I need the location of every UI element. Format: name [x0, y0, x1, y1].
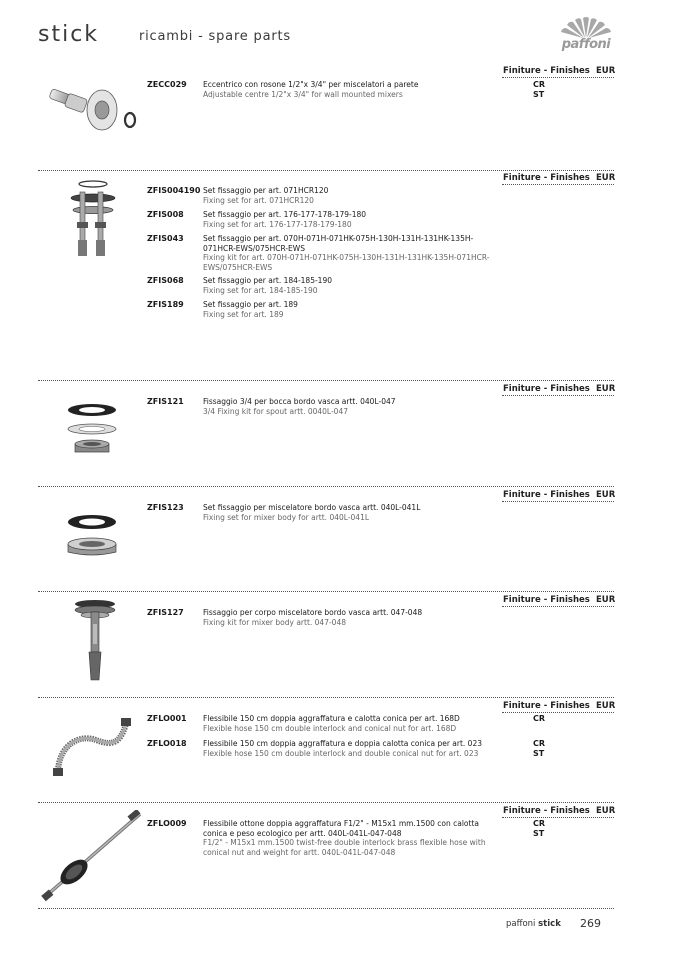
finish-cr: CR — [533, 739, 546, 748]
description-en: Fixing set for mixer body for artt. 040L-041L — [203, 512, 370, 522]
section-divider — [38, 486, 614, 487]
finishes-list — [533, 80, 545, 99]
spout-fixing-kit-image — [62, 400, 122, 460]
footer-brand-name: paffoni — [506, 919, 536, 929]
product-description — [203, 186, 495, 205]
finishes-header: Finiture - Finishes — [503, 806, 590, 816]
section-divider — [38, 170, 614, 171]
description-en: 3/4 Fixing kit for spout artt. 0040L-047 — [203, 406, 348, 416]
currency-header: EUR — [596, 66, 616, 76]
page-title: stick — [38, 22, 100, 47]
product-code: ZFIS043 — [147, 234, 184, 243]
product-code: ZFIS068 — [147, 276, 184, 285]
product-description — [203, 739, 495, 758]
product-description — [203, 503, 495, 522]
section-divider — [38, 908, 614, 909]
product-code: ZFLO009 — [147, 819, 187, 828]
product-code: ZFIS189 — [147, 300, 184, 309]
finishes-list — [533, 739, 545, 758]
description-it: Set fissaggio per art. 071HCR120 — [203, 186, 329, 195]
currency-header: EUR — [596, 490, 616, 500]
product-description — [203, 300, 495, 319]
brass-hose-with-weight-image — [40, 810, 144, 902]
currency-header: EUR — [596, 595, 616, 605]
currency-header: EUR — [596, 384, 616, 394]
finish-cr: CR — [533, 80, 546, 89]
product-code: ZFIS127 — [147, 608, 184, 617]
finishes-list — [533, 714, 545, 724]
description-it: Flessibile 150 cm doppia aggraffatura e calotta conica per art. 168D — [203, 714, 460, 723]
product-code: ZFLO018 — [147, 739, 187, 748]
description-it: Set fissaggio per art. 070H-071H-071HK-075H-130H-131H-131HK-135H-071HCR-EWS/075HCR-EWS — [203, 234, 474, 253]
fixing-set-image — [66, 178, 120, 260]
finish-cr: CR — [533, 819, 546, 828]
header-rule — [502, 712, 614, 713]
header-rule — [502, 606, 614, 607]
product-code: ZFIS123 — [147, 503, 184, 512]
product-description — [203, 234, 495, 272]
header-rule — [502, 395, 614, 396]
product-description — [203, 819, 495, 857]
product-description — [203, 397, 495, 416]
finishes-header: Finiture - Finishes — [503, 490, 590, 500]
header-rule — [502, 817, 614, 818]
description-en: Flexible hose 150 cm double interlock and conical nut for art. 168D — [203, 723, 457, 733]
product-description — [203, 80, 495, 99]
page-number: 269 — [580, 917, 601, 930]
currency-header: EUR — [596, 701, 616, 711]
description-it: Fissaggio 3/4 per bocca bordo vasca artt. 040L-047 — [203, 397, 396, 406]
section-divider — [38, 380, 614, 381]
eccentric-rosette-image — [44, 80, 140, 140]
description-it: Set fissaggio per miscelatore bordo vasca artt. 040L-041L — [203, 503, 421, 512]
description-it: Set fissaggio per art. 176-177-178-179-180 — [203, 210, 367, 219]
footer-collection: stick — [538, 919, 561, 929]
currency-header: EUR — [596, 173, 616, 183]
description-en: Fixing set for art. 189 — [203, 309, 284, 319]
product-description — [203, 608, 495, 627]
description-it: Flessibile ottone doppia aggraffatura F1/2" - M15x1 mm.1500 con calotta conica e peso ecologico per artt. 040L-041L-047-048 — [203, 819, 480, 838]
product-code: ZECC029 — [147, 80, 187, 89]
finishes-list — [533, 819, 545, 838]
product-description — [203, 210, 495, 229]
finish-cr: CR — [533, 714, 546, 723]
header-rule — [502, 184, 614, 185]
product-code: ZFLO001 — [147, 714, 187, 723]
finish-st: ST — [533, 828, 545, 838]
finish-st: ST — [533, 89, 545, 99]
description-it: Set fissaggio per art. 189 — [203, 300, 298, 309]
product-code: ZFIS008 — [147, 210, 184, 219]
finishes-header: Finiture - Finishes — [503, 701, 590, 711]
mixer-fixing-set-image — [62, 510, 122, 562]
section-divider — [38, 697, 614, 698]
finish-st: ST — [533, 748, 545, 758]
product-code: ZFIS004190 — [147, 186, 201, 195]
page-subtitle: ricambi - spare parts — [139, 29, 291, 44]
description-en: Fixing set for art. 176-177-178-179-180 — [203, 219, 352, 229]
footer-brand — [506, 919, 561, 929]
finishes-header: Finiture - Finishes — [503, 384, 590, 394]
header-rule — [502, 501, 614, 502]
description-it: Fissaggio per corpo miscelatore bordo vasca artt. 047-048 — [203, 608, 423, 617]
section-divider — [38, 591, 614, 592]
section-divider — [38, 802, 614, 803]
product-description — [203, 276, 495, 295]
finishes-header: Finiture - Finishes — [503, 595, 590, 605]
description-en: Fixing set for art. 184-185-190 — [203, 285, 318, 295]
description-en: Fixing kit for mixer body artt. 047-048 — [203, 617, 346, 627]
header-rule — [502, 77, 614, 78]
mixer-body-fixing-kit-image — [70, 598, 120, 686]
description-en: Fixing set for art. 071HCR120 — [203, 195, 314, 205]
description-en: Fixing kit for art. 070H-071H-071HK-075H-130H-131H-131HK-135H-071HCR-EWS/075HCR-EWS — [203, 253, 490, 272]
finishes-header: Finiture - Finishes — [503, 173, 590, 183]
description-it: Eccentrico con rosone 1/2"x 3/4" per miscelatori a parete — [203, 80, 419, 89]
product-code: ZFIS121 — [147, 397, 184, 406]
flexible-hose-image — [50, 714, 134, 778]
currency-header: EUR — [596, 806, 616, 816]
description-en: F1/2" - M15x1 mm.1500 twist-free double interlock brass flexible hose with conical nut and weight for artt. 040L-041L-047-048 — [203, 838, 486, 857]
description-en: Flexible hose 150 cm double interlock and double conical nut for art. 023 — [203, 748, 479, 758]
logo-wordmark: paffoni — [561, 37, 611, 52]
finishes-header: Finiture - Finishes — [503, 66, 590, 76]
description-en: Adjustable centre 1/2"x 3/4" for wall mounted mixers — [203, 89, 403, 99]
product-description — [203, 714, 495, 733]
paffoni-logo — [556, 16, 616, 56]
description-it: Set fissaggio per art. 184-185-190 — [203, 276, 333, 285]
description-it: Flessibile 150 cm doppia aggraffatura e doppia calotta conica per art. 023 — [203, 739, 482, 748]
